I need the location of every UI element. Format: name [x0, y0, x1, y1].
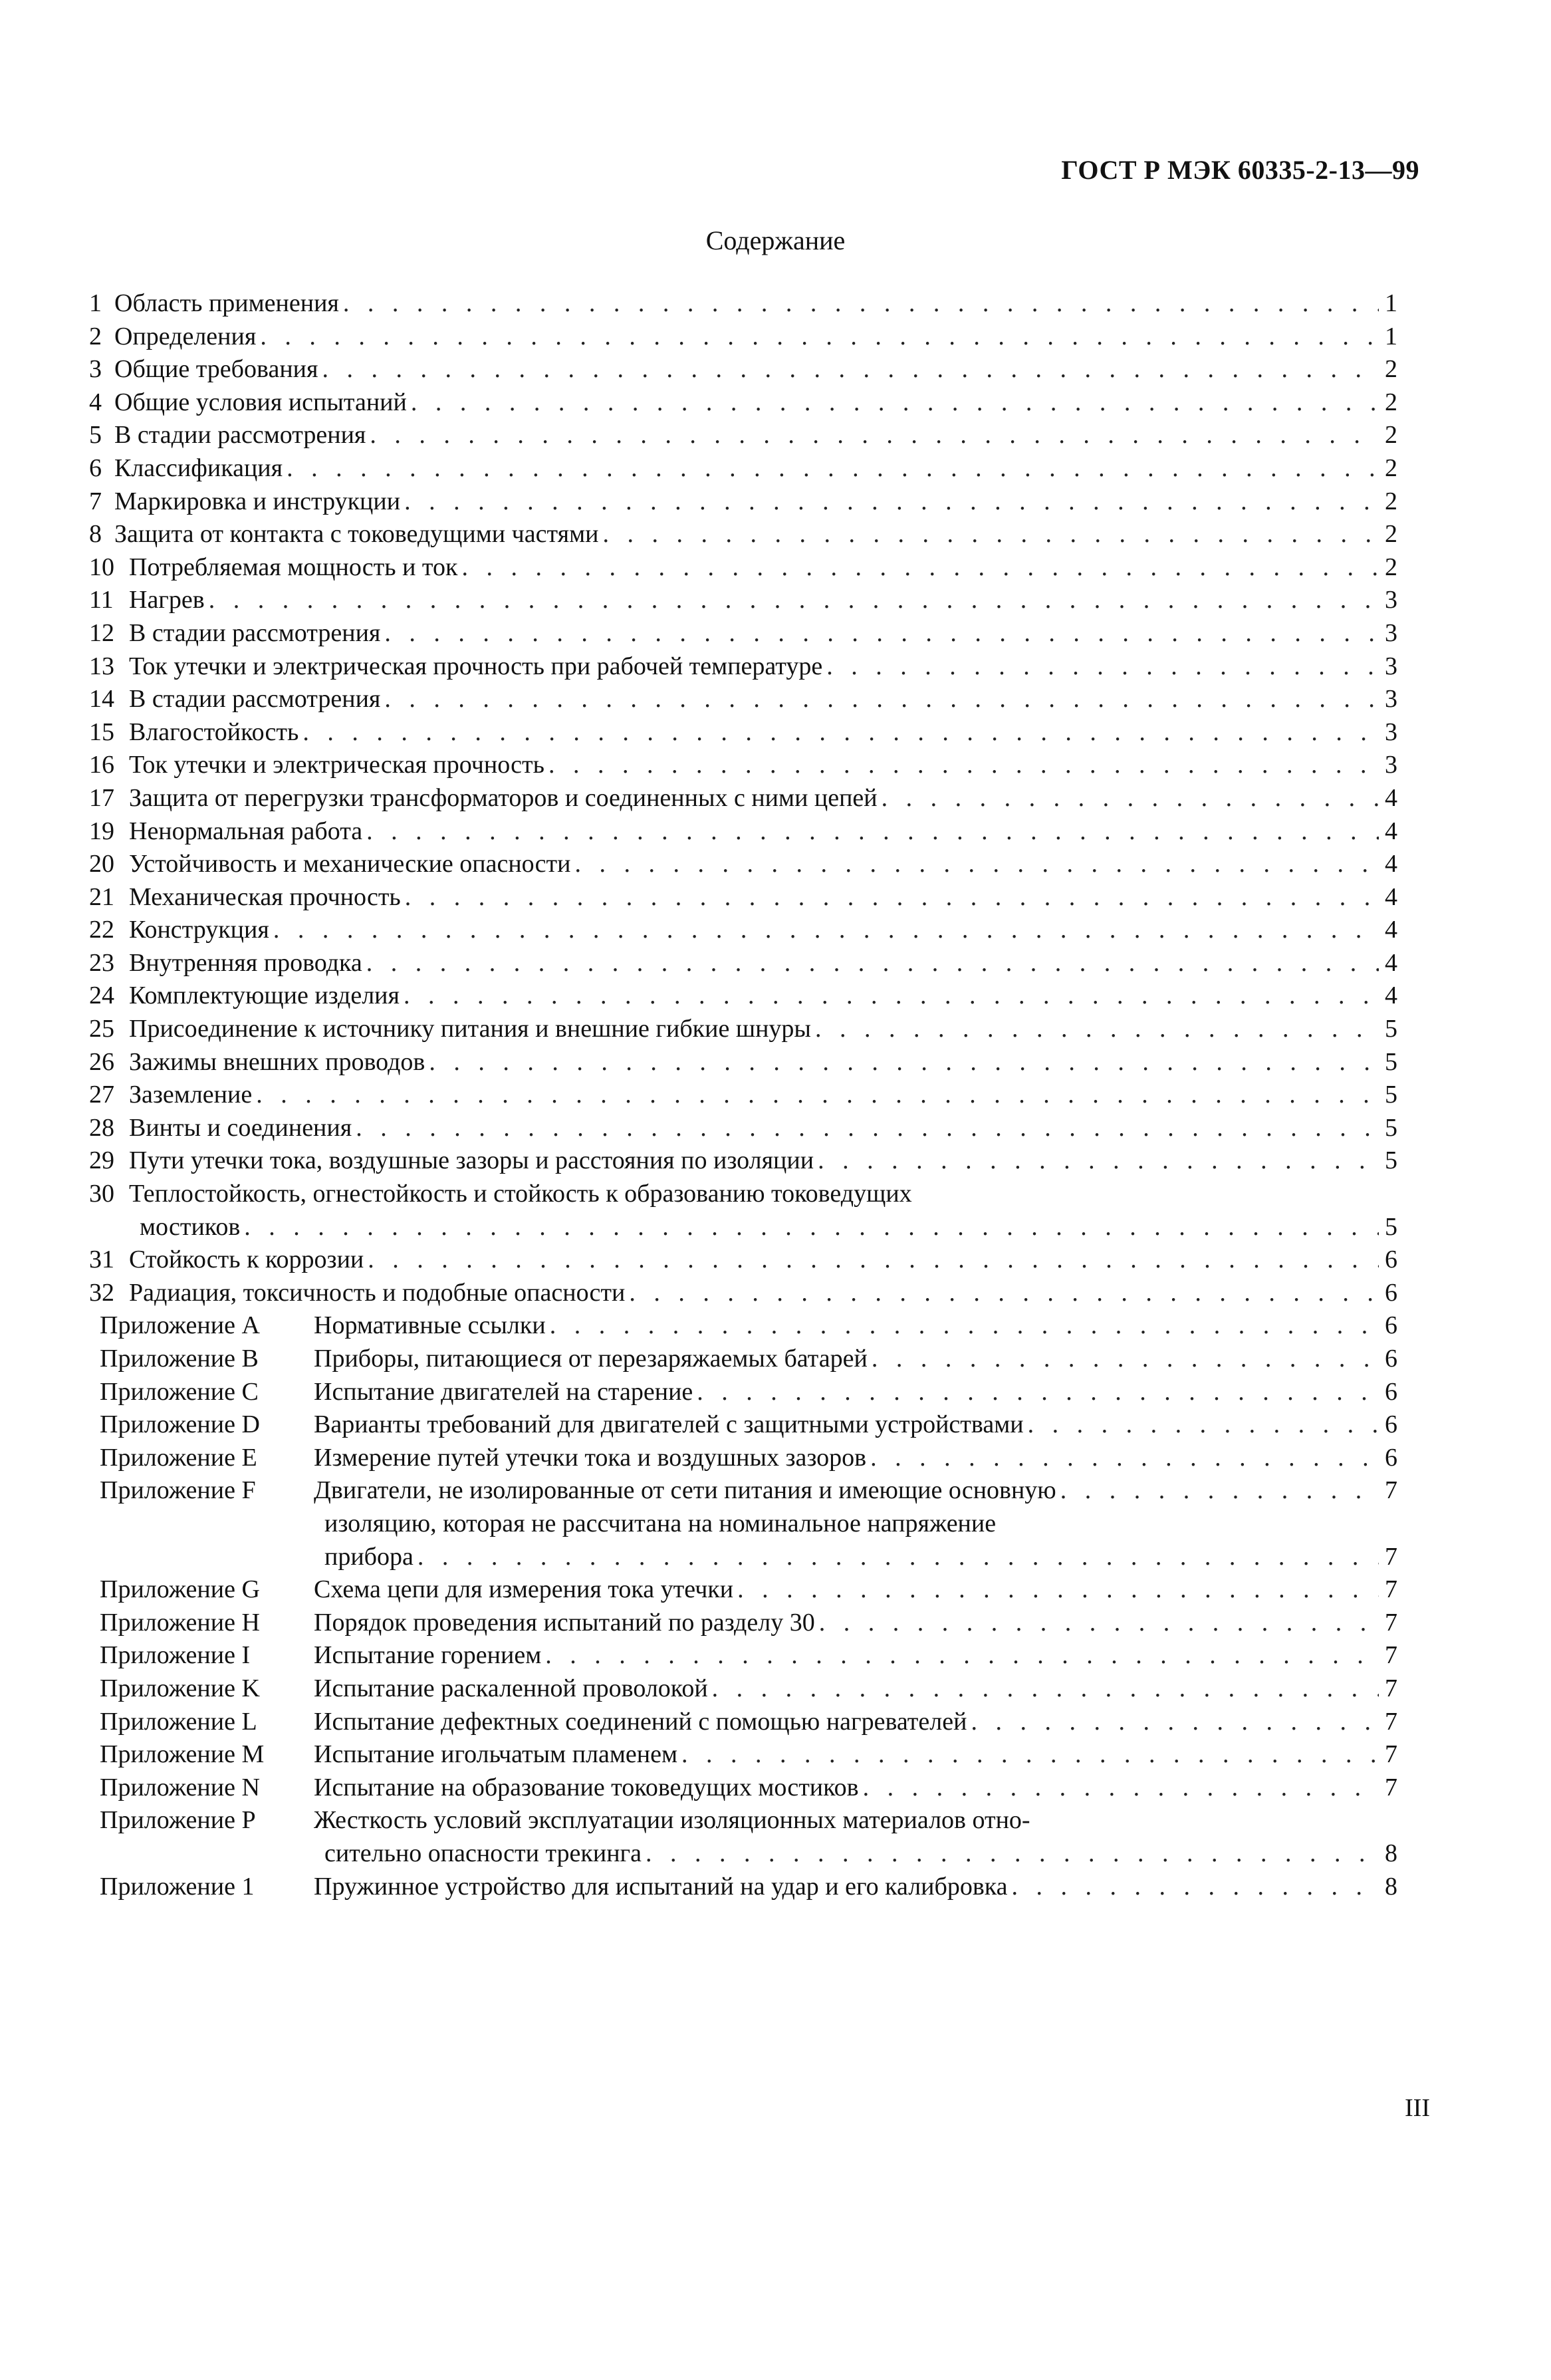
section-number: 5	[89, 421, 102, 450]
section-number: 22	[89, 916, 114, 944]
page-ref: 6	[1385, 1278, 1397, 1307]
dot-leader	[405, 881, 1379, 914]
dot-leader	[646, 1837, 1379, 1871]
section-number: 15	[89, 718, 114, 746]
section-number: 4	[89, 388, 102, 416]
toc-entry[interactable]	[89, 518, 1397, 551]
toc-annex-entry[interactable]	[89, 1607, 1397, 1640]
dot-leader	[260, 321, 1379, 354]
section-title: Устойчивость и механические опасности	[129, 850, 571, 878]
section-title: Присоединение к источнику питания и внешние гибкие шнуры	[129, 1015, 811, 1043]
section-number: 30	[89, 1180, 114, 1208]
annex-title: Пружинное устройство для испытаний на удар и его калибровка	[314, 1872, 1008, 1901]
annex-label: Приложение M	[100, 1740, 265, 1769]
section-title: Область применения	[114, 289, 339, 317]
page-ref: 2	[1385, 553, 1397, 581]
annex-label: Приложение D	[100, 1410, 260, 1439]
toc-entry[interactable]	[89, 485, 1397, 519]
dot-leader	[819, 1607, 1379, 1640]
section-title: В стадии рассмотрения	[129, 685, 381, 714]
annex-label: Приложение 1	[100, 1872, 255, 1901]
dot-leader	[1060, 1474, 1379, 1508]
annex-label: Приложение B	[100, 1345, 259, 1373]
dot-leader	[971, 1706, 1379, 1739]
section-number: 6	[89, 454, 102, 482]
dot-leader	[602, 518, 1379, 551]
toc-annex-entry[interactable]	[89, 1343, 1397, 1376]
page-ref: 4	[1385, 882, 1397, 911]
page-ref: 3	[1385, 618, 1397, 647]
dot-leader	[370, 419, 1379, 452]
annex-label: Приложение G	[100, 1575, 260, 1604]
section-number: 13	[89, 652, 114, 680]
annex-title: Испытание игольчатым пламенем	[314, 1740, 678, 1769]
section-number: 16	[89, 751, 114, 779]
page-ref: 7	[1385, 1608, 1397, 1637]
toc-entry[interactable]	[89, 1112, 1397, 1145]
toc-entry[interactable]	[89, 650, 1397, 684]
section-number: 25	[89, 1015, 114, 1043]
toc-annex-entry[interactable]	[89, 1804, 1397, 1870]
annex-title: Испытание двигателей на старение	[314, 1377, 693, 1406]
section-title: Механическая прочность	[129, 882, 401, 911]
annex-label: Приложение C	[100, 1377, 259, 1406]
annex-label: Приложение N	[100, 1773, 260, 1801]
annex-label: Приложение K	[100, 1674, 260, 1702]
section-number: 27	[89, 1081, 114, 1109]
page-ref: 2	[1385, 520, 1397, 549]
dot-leader	[418, 1541, 1379, 1574]
toc-entry[interactable]	[89, 716, 1397, 749]
section-title: Винты и соединения	[129, 1113, 352, 1142]
section-title: Зажимы внешних проводов	[129, 1047, 425, 1076]
toc-annex-entry[interactable]	[89, 1738, 1397, 1772]
section-title: Общие требования	[114, 355, 318, 384]
page-ref: 1	[1385, 289, 1397, 317]
page-ref: 5	[1385, 1113, 1397, 1142]
section-number: 14	[89, 685, 114, 714]
page-ref: 5	[1385, 1047, 1397, 1076]
toc-entry[interactable]	[89, 782, 1397, 815]
toc-annex-entry[interactable]	[89, 1706, 1397, 1739]
toc-annex-entry[interactable]	[89, 1408, 1397, 1442]
toc-entry[interactable]	[89, 914, 1397, 947]
dot-leader	[384, 617, 1379, 650]
page-ref: 7	[1385, 1707, 1397, 1736]
section-title: Защита от контакта с токоведущими частями	[114, 520, 599, 549]
page-ref: 2	[1385, 421, 1397, 450]
page-ref: 7	[1385, 1674, 1397, 1702]
section-number: 32	[89, 1278, 114, 1307]
annex-title: Порядок проведения испытаний по разделу 30	[314, 1608, 815, 1637]
toc-entry[interactable]	[89, 287, 1397, 321]
dot-leader	[629, 1277, 1379, 1310]
dot-leader	[681, 1738, 1379, 1772]
page-ref: 1	[1385, 322, 1397, 350]
dot-leader	[411, 386, 1379, 420]
dot-leader	[366, 947, 1379, 980]
section-title: Радиация, токсичность и подобные опасности	[129, 1278, 626, 1307]
section-title: В стадии рассмотрения	[114, 421, 366, 450]
section-number: 31	[89, 1246, 114, 1274]
dot-leader	[273, 914, 1379, 947]
toc-entry[interactable]	[89, 584, 1397, 617]
toc-annex-entry[interactable]	[89, 1573, 1397, 1607]
dot-leader	[548, 749, 1379, 782]
dot-leader	[404, 485, 1379, 519]
annex-title: Испытание раскаленной проволокой	[314, 1674, 708, 1702]
annex-label: Приложение L	[100, 1707, 257, 1736]
section-number: 23	[89, 948, 114, 977]
page-ref: 4	[1385, 982, 1397, 1010]
page-ref: 7	[1385, 1575, 1397, 1604]
annex-title: Приборы, питающиеся от перезаряжаемых батарей	[314, 1345, 868, 1373]
page-ref: 6	[1385, 1410, 1397, 1439]
page-ref: 7	[1385, 1542, 1397, 1571]
section-number: 28	[89, 1113, 114, 1142]
dot-leader	[322, 353, 1379, 386]
dot-leader	[287, 452, 1379, 485]
annex-title-line1: Жесткость условий эксплуатации изоляционных материалов отно-	[314, 1806, 1030, 1835]
annex-title: Испытание на образование токоведущих мостиков	[314, 1773, 859, 1801]
page-ref: 4	[1385, 850, 1397, 878]
dot-leader	[737, 1573, 1379, 1607]
dot-leader	[256, 1079, 1379, 1112]
section-title: Пути утечки тока, воздушные зазоры и расстояния по изоляции	[129, 1146, 814, 1175]
section-title: Заземление	[129, 1081, 253, 1109]
dot-leader	[404, 980, 1379, 1013]
section-title: Комплектующие изделия	[129, 982, 400, 1010]
page-ref: 3	[1385, 718, 1397, 746]
page-ref: 5	[1385, 1212, 1397, 1241]
dot-leader	[462, 551, 1379, 585]
page-ref: 4	[1385, 916, 1397, 944]
section-title: Ток утечки и электрическая прочность	[129, 751, 544, 779]
toc-entry[interactable]	[89, 419, 1397, 452]
annex-label: Приложение E	[100, 1443, 257, 1472]
toc-entry[interactable]	[89, 1046, 1397, 1079]
dot-leader	[343, 287, 1379, 321]
toc-entry[interactable]	[89, 683, 1397, 716]
section-number: 17	[89, 783, 114, 812]
section-title: Влагостойкость	[129, 718, 299, 746]
toc-entry[interactable]	[89, 1244, 1397, 1277]
page-ref: 3	[1385, 652, 1397, 680]
section-number: 11	[89, 586, 114, 614]
section-title: Общие условия испытаний	[114, 388, 407, 416]
dot-leader	[429, 1046, 1379, 1079]
section-title: Стойкость к коррозии	[129, 1246, 364, 1274]
toc-entry[interactable]	[89, 321, 1397, 354]
annex-label: Приложение P	[100, 1806, 256, 1835]
toc-title: Содержание	[705, 225, 846, 255]
page-ref: 8	[1385, 1872, 1397, 1901]
toc-annex-entry[interactable]	[89, 1474, 1397, 1573]
dot-leader	[302, 716, 1379, 749]
page-ref: 7	[1385, 1740, 1397, 1769]
section-title: Ток утечки и электрическая прочность при рабочей температуре	[129, 652, 823, 680]
section-title: Нагрев	[129, 586, 205, 614]
toc-annex-entry[interactable]	[89, 1376, 1397, 1409]
toc-entry[interactable]	[89, 1178, 1397, 1244]
annex-title: Варианты требований для двигателей с защитными устройствами	[314, 1410, 1024, 1439]
section-title: Ненормальная работа	[129, 817, 363, 845]
toc-entry[interactable]	[89, 353, 1397, 386]
toc-entry[interactable]	[89, 386, 1397, 420]
dot-leader	[818, 1144, 1379, 1178]
toc-entry[interactable]	[89, 452, 1397, 485]
section-title-line1: Теплостойкость, огнестойкость и стойкость к образованию токоведущих	[129, 1180, 912, 1208]
annex-title-line3: прибора	[324, 1542, 414, 1571]
page-ref: 3	[1385, 751, 1397, 779]
page-ref: 7	[1385, 1773, 1397, 1801]
toc-entry[interactable]	[89, 980, 1397, 1013]
dot-leader	[870, 1442, 1379, 1475]
toc-entry[interactable]	[89, 848, 1397, 881]
dot-leader	[550, 1309, 1379, 1343]
annex-label: Приложение A	[100, 1311, 260, 1340]
section-number: 8	[89, 520, 102, 549]
toc-annex-entry[interactable]	[89, 1639, 1397, 1672]
toc-annex-entry[interactable]	[89, 1772, 1397, 1805]
section-number: 19	[89, 817, 114, 845]
section-number: 2	[89, 322, 102, 350]
dot-leader	[697, 1376, 1379, 1409]
toc-annex-entry[interactable]	[89, 1442, 1397, 1475]
table-of-contents	[89, 287, 1397, 1903]
page-ref: 5	[1385, 1081, 1397, 1109]
page-ref: 4	[1385, 817, 1397, 845]
page-ref: 8	[1385, 1839, 1397, 1867]
toc-annex-entry[interactable]	[89, 1309, 1397, 1343]
page-ref: 2	[1385, 388, 1397, 416]
toc-entry[interactable]	[89, 617, 1397, 650]
section-number: 24	[89, 982, 114, 1010]
page-ref: 4	[1385, 783, 1397, 812]
page-ref: 6	[1385, 1311, 1397, 1340]
toc-annex-entry[interactable]	[89, 1672, 1397, 1706]
section-title: Определения	[114, 322, 257, 350]
annex-title: Испытание горением	[314, 1641, 542, 1670]
annex-title-line2: изоляцию, которая не рассчитана на номинальное напряжение	[324, 1509, 997, 1537]
dot-leader	[384, 683, 1379, 716]
section-number: 1	[89, 289, 102, 317]
section-number: 7	[89, 487, 102, 515]
section-title: Маркировка и инструкции	[114, 487, 401, 515]
section-title: В стадии рассмотрения	[129, 618, 381, 647]
dot-leader	[1012, 1871, 1379, 1904]
dot-leader	[1028, 1408, 1379, 1442]
toc-entry[interactable]	[89, 749, 1397, 782]
page-ref: 6	[1385, 1377, 1397, 1406]
page-ref: 3	[1385, 586, 1397, 614]
page-ref: 2	[1385, 355, 1397, 384]
dot-leader	[368, 1244, 1379, 1277]
section-number: 12	[89, 618, 114, 647]
dot-leader	[209, 584, 1379, 617]
page-number: III	[1405, 2094, 1430, 2122]
dot-leader	[863, 1772, 1379, 1805]
dot-leader	[826, 650, 1379, 684]
page-ref: 4	[1385, 948, 1397, 977]
page-ref: 6	[1385, 1246, 1397, 1274]
page-ref: 3	[1385, 685, 1397, 714]
page-ref: 2	[1385, 454, 1397, 482]
toc-entry[interactable]	[89, 1013, 1397, 1046]
annex-title-line2: сительно опасности трекинга	[324, 1839, 642, 1867]
section-number: 26	[89, 1047, 114, 1076]
toc-entry[interactable]	[89, 1144, 1397, 1178]
annex-title: Испытание дефектных соединений с помощью нагревателей	[314, 1707, 967, 1736]
toc-entry[interactable]	[89, 551, 1397, 585]
dot-leader	[712, 1672, 1379, 1706]
dot-leader	[882, 782, 1379, 815]
dot-leader	[356, 1112, 1379, 1145]
section-number: 29	[89, 1146, 114, 1175]
annex-title: Нормативные ссылки	[314, 1311, 546, 1340]
section-title: Классификация	[114, 454, 283, 482]
annex-label: Приложение I	[100, 1641, 251, 1670]
toc-entry[interactable]	[89, 1277, 1397, 1310]
dot-leader	[545, 1639, 1379, 1672]
toc-entry[interactable]	[89, 947, 1397, 980]
page-ref: 5	[1385, 1015, 1397, 1043]
document-code: ГОСТ Р МЭК 60335-2-13—99	[1061, 155, 1419, 185]
page-ref-line1: 7	[1385, 1476, 1397, 1505]
toc-annex-entry[interactable]	[89, 1871, 1397, 1904]
annex-label: Приложение F	[100, 1476, 256, 1505]
section-title-line2: мостиков	[140, 1212, 241, 1241]
toc-entry[interactable]	[89, 1079, 1397, 1112]
dot-leader	[244, 1211, 1379, 1244]
section-number: 10	[89, 553, 114, 581]
annex-title-line1: Двигатели, не изолированные от сети питания и имеющие основную	[314, 1476, 1056, 1505]
dot-leader	[366, 815, 1379, 849]
page-ref: 5	[1385, 1146, 1397, 1175]
dot-leader	[872, 1343, 1379, 1376]
section-title: Потребляемая мощность и ток	[129, 553, 458, 581]
section-number: 3	[89, 355, 102, 384]
section-title: Внутренняя проводка	[129, 948, 362, 977]
section-number: 20	[89, 850, 114, 878]
toc-entry[interactable]	[89, 881, 1397, 914]
toc-entry[interactable]	[89, 815, 1397, 849]
annex-title: Схема цепи для измерения тока утечки	[314, 1575, 734, 1604]
section-title: Защита от перегрузки трансформаторов и соединенных с ними цепей	[129, 783, 878, 812]
page-ref: 6	[1385, 1443, 1397, 1472]
section-number: 21	[89, 882, 114, 911]
section-title: Конструкция	[129, 916, 269, 944]
dot-leader	[574, 848, 1379, 881]
page-ref: 2	[1385, 487, 1397, 515]
page-ref: 7	[1385, 1641, 1397, 1670]
page-ref: 6	[1385, 1345, 1397, 1373]
dot-leader	[815, 1013, 1379, 1046]
annex-label: Приложение H	[100, 1608, 260, 1637]
annex-title: Измерение путей утечки тока и воздушных зазоров	[314, 1443, 867, 1472]
